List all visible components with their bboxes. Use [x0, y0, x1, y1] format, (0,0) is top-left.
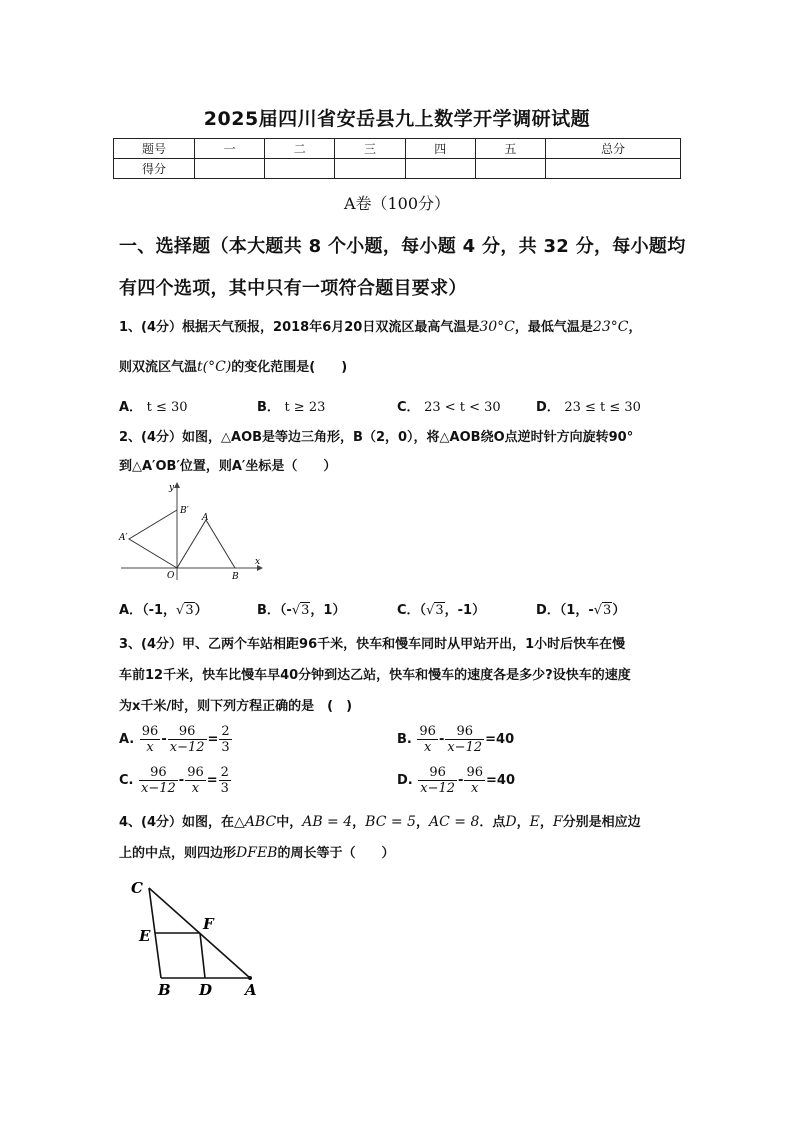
q1-option-d[interactable] — [536, 396, 641, 415]
q2-line2: 到△A′OB′位置，则A′坐标是（ ） — [119, 459, 337, 474]
q3-line2: 车前12千米，快车比慢车早40分钟到达乙站，快车和慢车的速度各是多少?设快车的速度 — [119, 668, 631, 683]
label-a-prime: A′ — [119, 533, 128, 543]
q1-option-c[interactable] — [397, 396, 501, 415]
option-label: D． — [536, 603, 560, 618]
sqrt-radicand: 3 — [185, 603, 194, 618]
fraction-denominator: x−12 — [169, 740, 205, 755]
q4-math: D — [505, 814, 517, 830]
q4-math: AC = 8 — [428, 814, 480, 830]
q1-text: ， — [628, 320, 642, 335]
equation-rhs: =40 — [486, 773, 515, 788]
q4-math: F — [552, 814, 563, 830]
score-header-cell: 四 — [405, 139, 475, 159]
sqrt-symbol: √3 — [291, 603, 310, 618]
fraction-numerator: 96 — [139, 765, 178, 781]
score-table-score-row — [114, 159, 681, 179]
score-header-cell: 二 — [265, 139, 335, 159]
fraction-numerator: 2 — [220, 765, 229, 780]
q2-figure — [117, 480, 267, 585]
option-label: C． — [397, 603, 420, 618]
option-text: （-1， — [142, 603, 177, 618]
q4-text: 4、(4分）如图，在 — [119, 815, 235, 830]
fraction — [219, 724, 231, 755]
q4-math: E — [529, 814, 540, 830]
option-label: B． — [257, 603, 280, 618]
fraction-numerator: 96 — [168, 724, 207, 740]
q1-text: ，最低气温是 — [514, 320, 593, 335]
q1-math-high: 30°C — [479, 319, 515, 335]
score-header-cell: 题号 — [114, 139, 195, 159]
q1-text: 则双流区气温 — [119, 360, 198, 375]
sqrt-symbol: √3 — [176, 603, 194, 618]
score-table — [113, 138, 681, 179]
fraction — [417, 724, 438, 755]
fraction-numerator: 96 — [419, 724, 436, 739]
exam-title: 2025届四川省安岳县九上数学开学调研试题 — [203, 108, 591, 130]
q4-text: 分别是相应边 — [562, 815, 641, 830]
q3-option-c[interactable] — [119, 765, 232, 796]
fraction — [219, 765, 231, 796]
label-y: y — [169, 483, 175, 493]
score-table-header-row — [114, 139, 681, 159]
q4-math: DFEB — [236, 845, 278, 861]
fraction — [464, 765, 485, 796]
q4-text: ， — [539, 815, 553, 830]
q3-option-d[interactable] — [397, 765, 515, 796]
q2-option-a[interactable] — [119, 599, 208, 618]
q4-text: ， — [415, 815, 429, 830]
fraction — [168, 724, 207, 755]
label-a: A — [202, 513, 209, 523]
fraction-numerator: 96 — [141, 724, 159, 739]
option-text: （ — [419, 603, 427, 618]
fraction-numerator: 96 — [466, 765, 483, 780]
score-cell[interactable] — [546, 159, 681, 179]
q3-option-a[interactable] — [119, 724, 233, 755]
fraction — [445, 724, 484, 755]
fraction — [185, 765, 206, 796]
section-a-heading: A卷（100分） — [343, 194, 451, 213]
option-math: 23 < t < 30 — [424, 400, 501, 415]
operator: - — [161, 732, 167, 747]
option-label: D． — [536, 400, 560, 415]
fraction-denominator: x — [471, 781, 479, 796]
sqrt-symbol: √3 — [426, 603, 444, 618]
score-cell[interactable] — [195, 159, 265, 179]
sqrt-radicand: 3 — [301, 603, 310, 618]
fraction-denominator: x — [191, 781, 200, 796]
option-text: ） — [612, 603, 626, 618]
equals-sign: = — [206, 773, 218, 788]
fraction — [139, 765, 178, 796]
q3-line1: 3、(4分）甲、乙两个车站相距96千米，快车和慢车同时从甲站开出，1小时后快车在慢 — [119, 637, 626, 652]
score-header-cell: 一 — [195, 139, 265, 159]
q3-line3: 为x千米/时，则下列方程正确的是 ( ) — [119, 699, 353, 714]
y-axis-arrow — [174, 482, 180, 488]
triangle-a-prime-ob-prime — [129, 510, 177, 568]
equation-rhs: =40 — [485, 732, 515, 747]
option-math: t ≥ 23 — [284, 400, 326, 415]
q4-text: ， — [352, 815, 366, 830]
score-row-label: 得分 — [114, 159, 195, 179]
q1-text: 1、(4分）根据天气预报，2018年6月20日双流区最高气温是 — [119, 320, 480, 335]
score-cell[interactable] — [335, 159, 405, 179]
option-label: B． — [257, 400, 280, 415]
label-b: B — [232, 572, 239, 582]
q3-option-b[interactable] — [397, 724, 514, 755]
option-math: 23 ≤ t ≤ 30 — [564, 400, 641, 415]
label-b: B — [158, 981, 171, 999]
sqrt-radicand: 3 — [603, 603, 612, 618]
fraction-denominator: x−12 — [141, 781, 176, 796]
fraction-numerator: 96 — [187, 765, 204, 780]
q4-figure — [125, 875, 265, 1000]
q4-math: BC = 5 — [365, 814, 416, 830]
q4-text: 的周长等于（ ） — [277, 846, 395, 861]
option-text: （- — [279, 603, 292, 618]
operator: - — [458, 773, 464, 788]
option-label: C． — [397, 400, 420, 415]
option-text: （1，- — [559, 603, 594, 618]
q4-math: △ABC — [234, 814, 277, 830]
label-e: E — [139, 927, 151, 945]
point-a — [248, 976, 252, 980]
q4-text: ， — [516, 815, 530, 830]
fraction-denominator: 3 — [221, 740, 230, 755]
section1-heading-line2: 有四个选项，其中只有一项符合题目要求） — [119, 278, 467, 299]
q1-line2 — [119, 357, 679, 378]
option-label: C. — [119, 773, 134, 788]
triangle-aob — [177, 520, 235, 568]
operator: - — [438, 732, 445, 747]
option-math: t ≤ 30 — [146, 400, 188, 415]
fraction-denominator: x — [146, 740, 154, 755]
q2-line1: 2、(4分）如图，△AOB是等边三角形，B（2，0），将△AOB绕O点逆时针方向旋转90° — [119, 430, 634, 445]
segment-fd — [200, 933, 205, 978]
equals-sign: = — [207, 732, 219, 747]
label-d: D — [199, 981, 213, 999]
q1-line1 — [119, 317, 679, 338]
fraction-denominator: 3 — [220, 781, 229, 796]
fraction — [418, 765, 457, 796]
label-o: O — [167, 571, 175, 581]
q2-option-c[interactable] — [397, 599, 485, 618]
option-text: ，1） — [310, 603, 346, 618]
label-c: C — [131, 879, 143, 897]
option-label: A． — [119, 603, 143, 618]
q4-text: 中， — [276, 815, 303, 830]
fraction-denominator: x — [423, 740, 432, 755]
score-cell[interactable] — [265, 159, 335, 179]
q2-option-b[interactable] — [257, 599, 345, 618]
option-label: B. — [397, 732, 412, 747]
sqrt-radicand: 3 — [435, 603, 444, 618]
operator: - — [178, 773, 185, 788]
q4-text: 上的中点，则四边形 — [119, 846, 237, 861]
sqrt-symbol: √3 — [593, 603, 612, 618]
q4-line2 — [119, 843, 679, 864]
q1-option-a[interactable] — [119, 396, 188, 415]
fraction-numerator: 96 — [418, 765, 457, 781]
fraction-denominator: x−12 — [420, 781, 456, 796]
option-text: ） — [194, 603, 208, 618]
q1-option-b[interactable] — [257, 396, 325, 415]
fraction-numerator: 96 — [445, 724, 484, 740]
q4-text: ．点 — [479, 815, 506, 830]
option-label: A． — [119, 400, 143, 415]
q1-math-variable: t(°C) — [197, 359, 232, 375]
fraction-numerator: 2 — [221, 724, 230, 739]
score-header-cell: 三 — [335, 139, 405, 159]
option-text: ，-1） — [444, 603, 486, 618]
label-b-prime: B′ — [180, 506, 189, 516]
option-label: A. — [119, 732, 135, 747]
q2-option-d[interactable] — [536, 599, 625, 618]
section1-heading-line1: 一、选择题（本大题共 8 个小题，每小题 4 分，共 32 分，每小题均 — [119, 236, 686, 257]
fraction-denominator: x−12 — [447, 740, 483, 755]
q1-math-low: 23°C — [592, 319, 629, 335]
label-a: A — [245, 981, 257, 999]
score-header-cell: 五 — [475, 139, 545, 159]
score-cell[interactable] — [475, 159, 545, 179]
q1-text: 的变化范围是( ) — [231, 360, 348, 375]
score-cell[interactable] — [405, 159, 475, 179]
option-label: D. — [397, 773, 413, 788]
score-header-cell: 总分 — [546, 139, 681, 159]
q4-math: AB = 4 — [302, 814, 353, 830]
fraction — [140, 724, 161, 755]
q4-line1 — [119, 812, 679, 833]
label-f: F — [203, 915, 214, 933]
label-x: x — [255, 557, 261, 567]
